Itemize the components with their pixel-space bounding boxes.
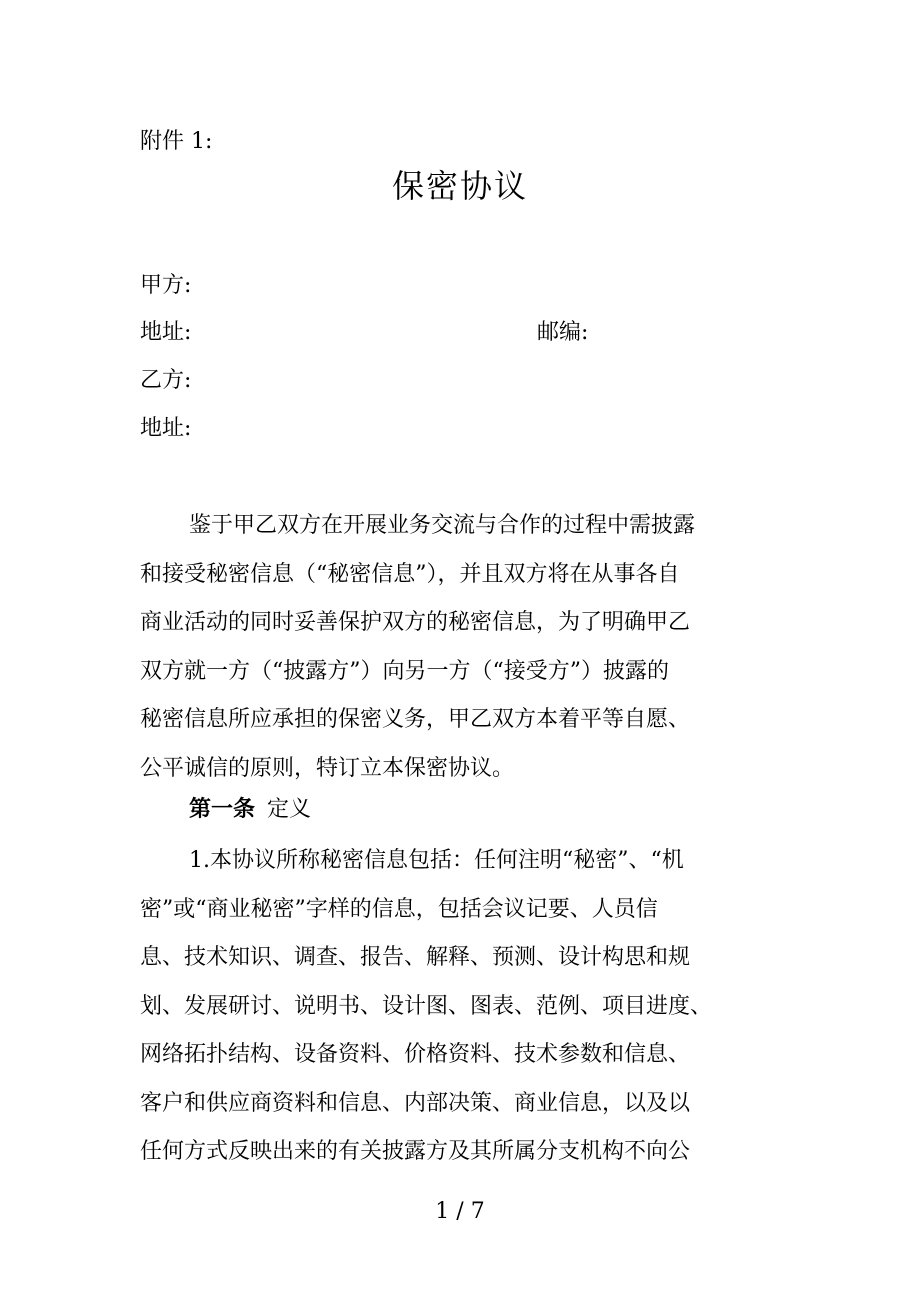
preamble-line: 商业活动的同时妥善保护双方的秘密信息，为了明确甲乙 <box>140 610 691 635</box>
article-number: 第一条 <box>189 797 256 822</box>
clause-1-paragraph <box>140 837 770 1177</box>
preamble-line: 秘密信息所应承担的保密义务，甲乙双方本着平等自愿、 <box>140 707 691 732</box>
preamble-line: 鉴于甲乙双方在开展业务交流与合作的过程中需披露 <box>189 513 696 538</box>
preamble-line: 公平诚信的原则，特订立本保密协议。 <box>140 755 515 781</box>
page-number: 1 / 7 <box>435 1199 485 1224</box>
clause-line: 1.本协议所称秘密信息包括：任何注明“秘密”、“机 <box>189 848 684 873</box>
party-a-label: 甲方: <box>140 273 192 298</box>
attachment-label: 附件 1: <box>140 129 213 154</box>
preamble-line: 和接受秘密信息（“秘密信息”），并且双方将在从事各自 <box>140 561 680 587</box>
clause-line: 任何方式反映出来的有关披露方及其所属分支机构不向公 <box>140 1139 691 1164</box>
preamble-paragraph <box>140 502 770 793</box>
party-b-label: 乙方: <box>140 368 192 393</box>
clause-line: 划、发展研讨、说明书、设计图、图表、范例、项目进度、 <box>140 993 713 1019</box>
clause-line: 网络拓扑结构、设备资料、价格资料、技术参数和信息、 <box>140 1042 691 1067</box>
postcode-label: 邮编: <box>537 320 589 345</box>
preamble-line: 双方就一方（“披露方”）向另一方（“接受方”）披露的 <box>140 658 669 684</box>
party-b-address-label: 地址: <box>140 416 192 441</box>
document-title: 保密协议 <box>391 167 528 205</box>
article-name: 定义 <box>267 797 312 822</box>
clause-line: 客户和供应商资料和信息、内部决策、商业信息，以及以 <box>140 1090 691 1116</box>
clause-line: 息、技术知识、调查、报告、解释、预测、设计构思和规 <box>140 945 691 970</box>
clause-line: 密”或“商业秘密”字样的信息，包括会议记要、人员信 <box>140 896 658 922</box>
party-a-address-label: 地址: <box>140 320 192 345</box>
article-1-heading <box>189 794 311 826</box>
